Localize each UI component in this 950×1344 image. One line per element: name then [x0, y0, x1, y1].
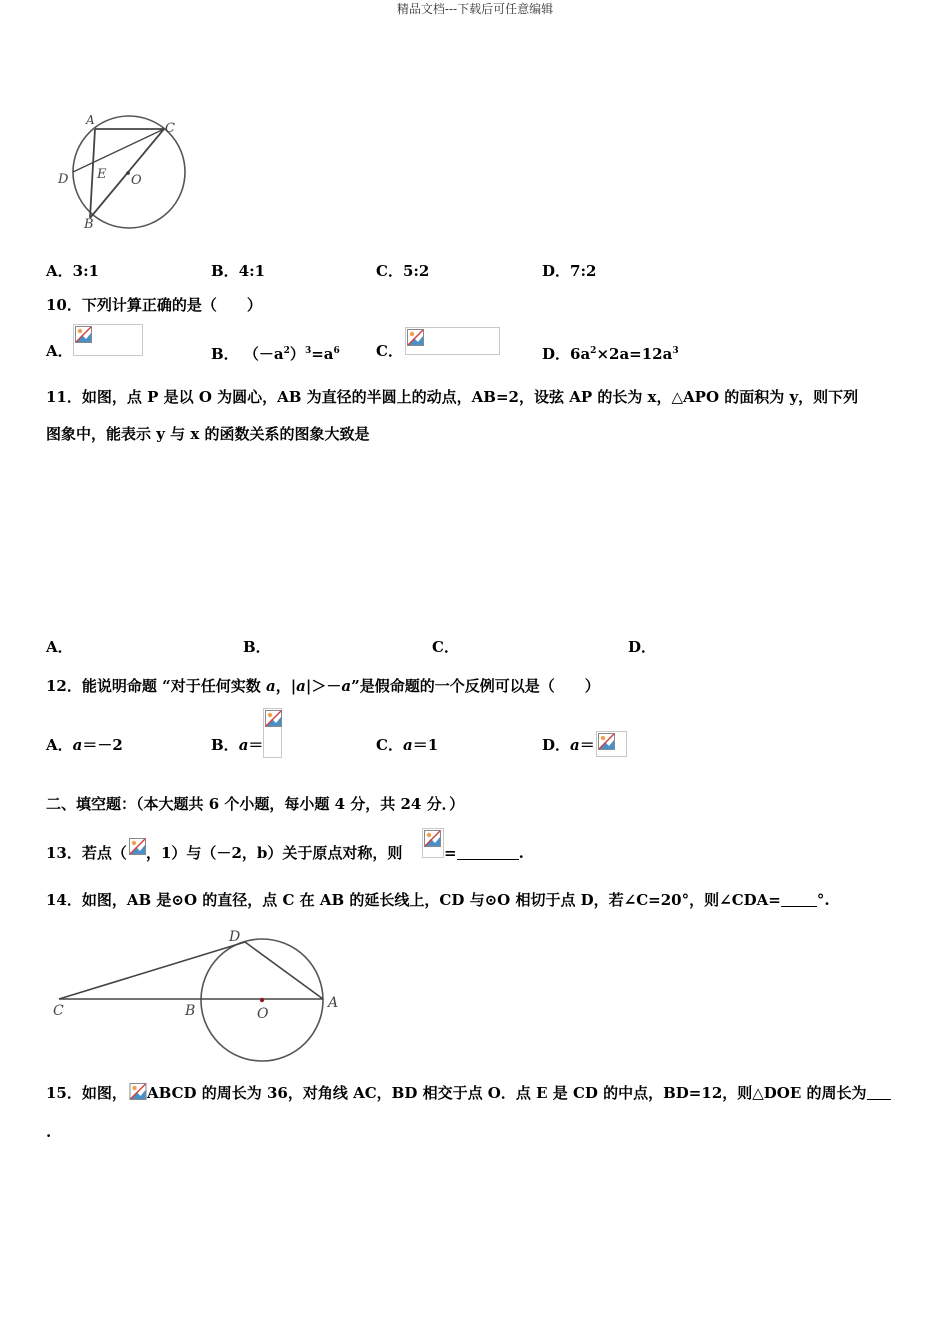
- q12-stem: [46, 676, 600, 696]
- q10-stem: 10．下列计算正确的是（ ）: [46, 296, 262, 314]
- label-A: A: [328, 995, 339, 1011]
- label-B: B: [185, 1003, 196, 1019]
- broken-image-icon: [265, 710, 282, 727]
- broken-image-icon: [129, 1083, 147, 1100]
- broken-image-icon: [75, 326, 92, 343]
- stem-part: ，|: [275, 677, 297, 695]
- option-value: ＝－2: [82, 736, 123, 754]
- period: .: [518, 844, 524, 862]
- option-letter: C．: [376, 736, 403, 754]
- label-C: C: [53, 1003, 64, 1019]
- expr-part: ×2a=12a: [596, 345, 673, 363]
- option-letter: B．: [211, 345, 239, 363]
- option-letter: C．: [376, 262, 403, 280]
- q12-d-image: [596, 731, 627, 757]
- var-a: a: [402, 736, 413, 754]
- label-D: D: [229, 929, 241, 945]
- q9-option-b: [211, 261, 265, 281]
- var-a: a: [238, 736, 249, 754]
- var-a: a: [296, 677, 306, 695]
- q11-stem-line2: 图象中，能表示 y 与 x 的函数关系的图象大致是: [46, 425, 370, 443]
- q11-option-c: C．: [432, 638, 459, 656]
- q12-option-a: [46, 735, 123, 755]
- expr-part: =a: [311, 345, 334, 363]
- q11-option-d: D．: [628, 638, 657, 656]
- label-B: B: [84, 217, 94, 232]
- q12-b-image: [263, 708, 282, 758]
- circle-diagram-q9: [50, 110, 195, 235]
- answer-blank[interactable]: [781, 892, 817, 907]
- q13-part1: 13．若点（: [46, 844, 127, 862]
- q13-answer: [444, 843, 524, 863]
- label-C: C: [165, 121, 175, 136]
- option-value: 7:2: [570, 262, 597, 280]
- var-a: a: [265, 677, 276, 695]
- var-a: a: [72, 736, 83, 754]
- stem-text: ABCD 的周长为 36，对角线 AC，BD 相交于点 O．点 E 是 CD 的中点，BD=12，则△DOE 的周长为: [147, 1084, 867, 1102]
- q9-option-c: [376, 261, 429, 281]
- label-O: O: [131, 173, 142, 188]
- var-a: a: [341, 677, 352, 695]
- q11-option-a: A．: [46, 638, 73, 656]
- option-letter: D．: [542, 262, 571, 280]
- q12-option-b: [211, 735, 263, 755]
- broken-image-icon: [407, 329, 424, 346]
- q14-stem: [46, 890, 830, 910]
- option-value: ＝: [248, 736, 264, 754]
- q15-line2: .: [46, 1123, 52, 1141]
- broken-image-icon: [129, 838, 146, 855]
- broken-image-icon: [424, 830, 441, 847]
- q10-option-c: C．: [376, 342, 403, 360]
- equals-sign: =: [444, 844, 457, 862]
- q10-c-image: [405, 327, 500, 355]
- answer-blank[interactable]: [457, 845, 519, 860]
- expr-part: 6a: [570, 345, 591, 363]
- q9-option-a: [46, 261, 99, 281]
- stem-part: |＞－: [305, 677, 342, 695]
- expr-part: （－a: [243, 345, 284, 363]
- page-header: 精品文档---下载后可任意编辑: [396, 2, 554, 16]
- option-letter: A．: [46, 736, 73, 754]
- q10-option-d: [542, 341, 679, 364]
- option-value: ＝: [579, 736, 595, 754]
- stem-text: 14．如图，AB 是⊙O 的直径，点 C 在 AB 的延长线上，CD 与⊙O 相切于点 D，若∠C=20°，则∠CDA=: [46, 891, 781, 909]
- label-O: O: [257, 1006, 269, 1022]
- option-value: ＝1: [412, 736, 439, 754]
- q15-part2: [147, 1083, 891, 1103]
- label-D: D: [58, 172, 69, 187]
- var-a: a: [570, 736, 580, 754]
- q10-option-a: A．: [46, 342, 73, 360]
- q10-option-b: [211, 341, 340, 364]
- exponent: 6: [333, 346, 340, 356]
- exponent: 2: [283, 346, 290, 356]
- q13-image: [422, 828, 444, 858]
- q10-a-image: [73, 324, 143, 356]
- q11-option-b: B．: [243, 638, 271, 656]
- stem-part: ”是假命题的一个反例可以是（ ）: [351, 677, 600, 695]
- exponent: 3: [304, 346, 312, 356]
- label-A: A: [86, 113, 95, 127]
- answer-blank[interactable]: [867, 1085, 891, 1100]
- option-letter: A．: [46, 262, 73, 280]
- stem-end: °.: [816, 891, 830, 909]
- exponent: 2: [590, 346, 597, 356]
- option-value: 4:1: [238, 262, 266, 280]
- q11-stem-line1: 11．如图，点 P 是以 O 为圆心，AB 为直径的半圆上的动点，AB=2，设弦 AP 的长为 x，△APO 的面积为 y，则下列: [46, 388, 859, 406]
- option-letter: D．: [542, 345, 571, 363]
- option-letter: D．: [542, 736, 571, 754]
- option-value: 3:1: [72, 262, 100, 280]
- q13-part2: ，1）与（－2，b）关于原点对称，则: [146, 844, 403, 862]
- section-heading: 二、填空题：（本大题共 6 个小题，每小题 4 分，共 24 分．）: [46, 795, 465, 813]
- q15-part1: 15．如图，: [46, 1084, 127, 1102]
- q12-option-d: [542, 735, 595, 755]
- option-value: 5:2: [402, 262, 430, 280]
- q9-option-d: [542, 261, 596, 281]
- broken-image-icon: [598, 733, 615, 750]
- label-E: E: [97, 167, 107, 182]
- q12-option-c: [376, 735, 438, 755]
- option-letter: B．: [211, 736, 239, 754]
- expr-part: ）: [289, 345, 305, 363]
- exponent: 3: [672, 346, 679, 356]
- tangent-circle-diagram-q14: [45, 925, 355, 1065]
- stem-part: 12．能说明命题 “对于任何实数: [46, 677, 266, 695]
- option-letter: B．: [211, 262, 239, 280]
